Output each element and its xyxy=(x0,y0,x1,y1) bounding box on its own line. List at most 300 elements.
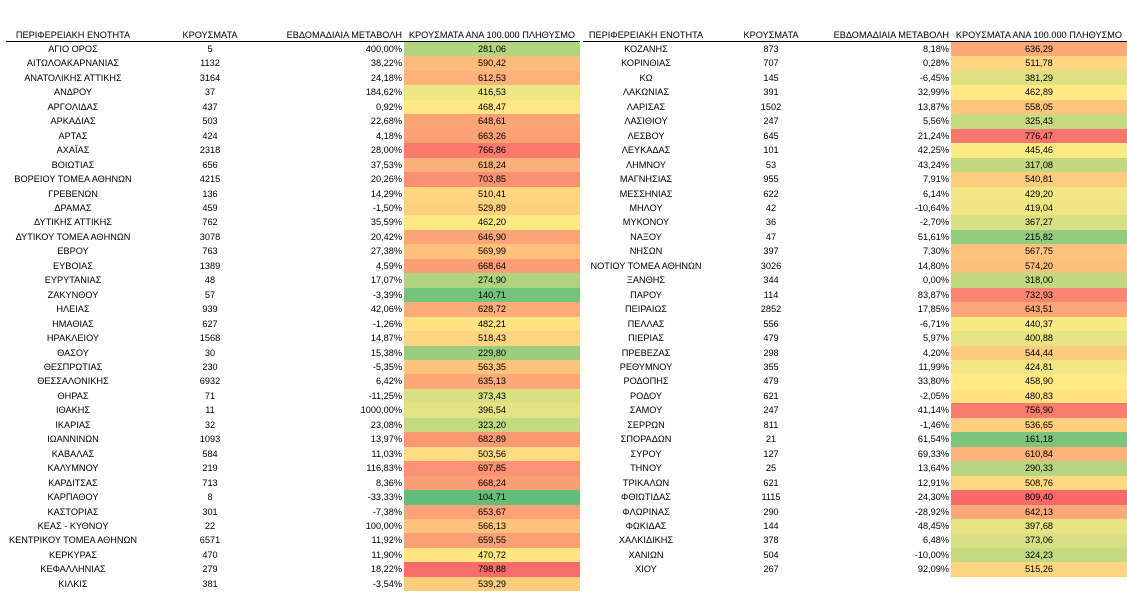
region-cell: ΝΑΞΟΥ xyxy=(630,231,662,242)
table-row xyxy=(6,100,580,114)
weekly-change-cell: 184,62% xyxy=(365,87,402,98)
region-cell: ΚΕΑΣ - ΚΥΘΝΟΥ xyxy=(37,520,109,531)
weekly-change-cell: -28,92% xyxy=(914,506,949,517)
region-cell: ΜΥΚΟΝΟΥ xyxy=(622,217,670,228)
weekly-change-cell: -3,54% xyxy=(372,578,402,589)
cases-cell: 247 xyxy=(763,405,779,416)
per-100k-cell: 539,29 xyxy=(404,577,580,591)
cases-cell: 424 xyxy=(202,130,218,141)
per-100k-cell: 574,20 xyxy=(951,259,1127,273)
cases-cell: 57 xyxy=(204,289,216,300)
weekly-change-cell: 20,42% xyxy=(370,231,402,242)
table-row xyxy=(583,418,1127,432)
weekly-change-cell: -5,35% xyxy=(372,361,402,372)
per-100k-cell: 668,64 xyxy=(404,259,580,273)
cases-cell: 2852 xyxy=(760,304,782,315)
table-row xyxy=(583,331,1127,345)
region-cell: ΚΑΣΤΟΡΙΑΣ xyxy=(47,506,99,517)
table-row xyxy=(6,418,580,432)
table-row xyxy=(583,187,1127,201)
table-row xyxy=(583,42,1127,57)
table-row xyxy=(583,56,1127,70)
table-row xyxy=(583,562,1127,576)
per-100k-cell: 318,00 xyxy=(951,273,1127,287)
cases-cell: 36 xyxy=(765,217,777,228)
table-row xyxy=(583,172,1127,186)
weekly-change-cell: 0,00% xyxy=(922,275,949,286)
weekly-change-cell: 11,03% xyxy=(371,448,402,459)
region-cell: ΙΚΑΡΙΑΣ xyxy=(55,419,91,430)
table-row xyxy=(6,201,580,215)
region-cell: ΠΡΕΒΕΖΑΣ xyxy=(621,347,671,358)
cases-cell: 470 xyxy=(202,549,218,560)
cases-cell: 763 xyxy=(202,246,218,257)
cases-cell: 11 xyxy=(205,405,215,416)
weekly-change-cell: 0,92% xyxy=(375,101,402,112)
region-cell: ΠΕΛΛΑΣ xyxy=(627,318,665,329)
header-row xyxy=(583,29,1127,42)
left-table xyxy=(6,29,580,591)
region-cell: ΣΑΜΟΥ xyxy=(629,405,663,416)
cases-cell: 1502 xyxy=(760,101,782,112)
weekly-change-cell: 4,18% xyxy=(375,130,402,141)
region-cell: ΘΕΣΠΡΩΤΙΑΣ xyxy=(43,361,103,372)
table-row xyxy=(583,389,1127,403)
weekly-change-cell: -10,64% xyxy=(914,202,949,213)
region-cell: ΚΕΝΤΡΙΚΟΥ ΤΟΜΕΑ ΑΘΗΝΩΝ xyxy=(8,535,138,546)
weekly-change-cell: 6,48% xyxy=(922,535,949,546)
weekly-change-cell: 1000,00% xyxy=(360,405,402,416)
table-row xyxy=(583,360,1127,374)
per-100k-cell: 566,13 xyxy=(404,519,580,533)
region-cell: ΛΑΡΙΣΑΣ xyxy=(626,101,666,112)
weekly-change-cell: 116,83% xyxy=(366,463,402,474)
region-cell: ΠΕΙΡΑΙΩΣ xyxy=(625,304,667,315)
per-100k-cell: 642,13 xyxy=(951,505,1127,519)
per-100k-cell: 646,90 xyxy=(404,230,580,244)
table-row xyxy=(6,172,580,186)
region-cell: ΦΘΙΩΤΙΔΑΣ xyxy=(620,492,671,503)
weekly-change-cell: 38,22% xyxy=(370,58,402,69)
region-cell: ΤΡΙΚΑΛΩΝ xyxy=(622,477,670,488)
cases-cell: 955 xyxy=(763,174,779,185)
table-row xyxy=(583,230,1127,244)
per-100k-cell: 429,20 xyxy=(951,187,1127,201)
per-100k-cell: 590,42 xyxy=(404,56,580,70)
per-100k-cell: 396,54 xyxy=(404,403,580,417)
weekly-change-cell: 5,97% xyxy=(922,333,949,344)
region-cell: ΞΑΝΘΗΣ xyxy=(626,275,666,286)
weekly-change-cell: 14,29% xyxy=(370,188,402,199)
cases-cell: 219 xyxy=(202,463,218,474)
per-100k-cell: 636,29 xyxy=(951,42,1127,57)
weekly-change-cell: 400,00% xyxy=(365,44,402,54)
per-100k-cell: 373,43 xyxy=(404,389,580,403)
per-100k-cell: 274,90 xyxy=(404,273,580,287)
weekly-change-cell: 14,80% xyxy=(917,260,949,271)
weekly-change-cell: 7,91% xyxy=(922,174,949,185)
region-cell: ΛΑΚΩΝΙΑΣ xyxy=(622,87,670,98)
region-cell: ΙΘΑΚΗΣ xyxy=(55,405,91,416)
cases-cell: 3026 xyxy=(760,260,782,271)
per-100k-cell: 653,67 xyxy=(404,505,580,519)
cases-cell: 621 xyxy=(763,477,779,488)
table-row xyxy=(583,158,1127,172)
per-100k-cell: 529,89 xyxy=(404,201,580,215)
table-row xyxy=(6,432,580,446)
table-row xyxy=(583,100,1127,114)
weekly-change-cell: 13,64% xyxy=(917,463,949,474)
cases-cell: 48 xyxy=(204,275,216,286)
per-100k-cell: 618,24 xyxy=(404,158,580,172)
table-row xyxy=(583,346,1127,360)
region-cell: ΧΙΟΥ xyxy=(635,564,657,575)
cases-cell: 25 xyxy=(765,463,777,474)
weekly-change-cell: 13,87% xyxy=(917,101,949,112)
weekly-change-cell: 0,28% xyxy=(922,58,949,69)
left-table-body xyxy=(6,42,580,592)
table-row xyxy=(583,317,1127,331)
cases-cell: 101 xyxy=(763,145,779,156)
cases-cell: 21 xyxy=(765,434,777,445)
header-per-100k: ΚΡΟΥΣΜΑΤΑ ΑΝΑ 100.000 ΠΛΗΘΥΣΜΟ xyxy=(404,29,580,42)
per-100k-cell: 648,61 xyxy=(404,114,580,128)
region-cell: ΚΟΡΙΝΘΙΑΣ xyxy=(621,58,671,69)
weekly-change-cell: 21,24% xyxy=(917,130,949,141)
cases-cell: 114 xyxy=(763,289,779,300)
per-100k-cell: 668,24 xyxy=(404,476,580,490)
region-cell: ΓΡΕΒΕΝΩΝ xyxy=(48,188,98,199)
table-row xyxy=(6,548,580,562)
weekly-change-cell: -2,70% xyxy=(919,217,949,228)
table-row xyxy=(6,273,580,287)
region-cell: ΙΩΑΝΝΙΝΩΝ xyxy=(47,434,99,445)
weekly-change-cell: 35,59% xyxy=(370,217,402,228)
header-weekly-change: ΕΒΔΟΜΑΔΙΑΙΑ ΜΕΤΑΒΟΛΗ xyxy=(833,30,949,40)
weekly-change-cell: 100,00% xyxy=(365,520,402,531)
region-cell: ΑΡΤΑΣ xyxy=(58,130,88,141)
weekly-change-cell: 20,26% xyxy=(370,174,402,185)
region-cell: ΑΓΙΟ ΟΡΟΣ xyxy=(48,44,98,54)
cases-cell: 584 xyxy=(202,448,218,459)
cases-cell: 279 xyxy=(202,564,218,575)
cases-cell: 504 xyxy=(763,549,779,560)
region-cell: ΦΛΩΡΙΝΑΣ xyxy=(622,506,670,517)
region-cell: ΘΗΡΑΣ xyxy=(57,390,89,401)
cases-cell: 290 xyxy=(763,506,779,517)
per-100k-cell: 569,99 xyxy=(404,244,580,258)
cases-cell: 230 xyxy=(202,361,218,372)
region-cell: ΑΡΓΟΛΙΔΑΣ xyxy=(47,101,99,112)
per-100k-cell: 544,44 xyxy=(951,346,1127,360)
region-cell: ΛΕΣΒΟΥ xyxy=(627,130,665,141)
header-row xyxy=(6,29,580,42)
region-cell: ΗΛΕΙΑΣ xyxy=(56,304,90,315)
per-100k-cell: 317,08 xyxy=(951,158,1127,172)
region-cell: ΕΒΡΟΥ xyxy=(57,246,89,257)
table-row xyxy=(6,143,580,157)
weekly-change-cell: 24,18% xyxy=(370,72,402,83)
cases-cell: 622 xyxy=(763,188,779,199)
weekly-change-cell: -6,71% xyxy=(919,318,949,329)
per-100k-cell: 703,85 xyxy=(404,172,580,186)
cases-cell: 397 xyxy=(763,246,779,257)
per-100k-cell: 445,46 xyxy=(951,143,1127,157)
cases-cell: 5 xyxy=(207,44,213,54)
cases-cell: 2318 xyxy=(199,145,221,156)
table-row xyxy=(6,360,580,374)
table-row xyxy=(583,201,1127,215)
weekly-change-cell: 17,07% xyxy=(370,275,402,286)
per-100k-cell: 324,23 xyxy=(951,548,1127,562)
per-100k-cell: 510,41 xyxy=(404,187,580,201)
per-100k-cell: 424,81 xyxy=(951,360,1127,374)
region-cell: ΗΡΑΚΛΕΙΟΥ xyxy=(46,333,100,344)
cases-cell: 1132 xyxy=(200,58,220,69)
per-100k-cell: 732,93 xyxy=(951,288,1127,302)
cases-cell: 391 xyxy=(763,87,779,98)
cases-cell: 47 xyxy=(765,231,777,242)
region-cell: ΜΑΓΝΗΣΙΑΣ xyxy=(619,174,673,185)
per-100k-cell: 462,20 xyxy=(404,215,580,229)
header-weekly-change: ΕΒΔΟΜΑΔΙΑΙΑ ΜΕΤΑΒΟΛΗ xyxy=(280,29,404,42)
weekly-change-cell: 11,92% xyxy=(371,535,402,546)
cases-cell: 1389 xyxy=(199,260,221,271)
cases-cell: 503 xyxy=(202,116,218,127)
per-100k-cell: 635,13 xyxy=(404,374,580,388)
table-row xyxy=(6,259,580,273)
cases-cell: 873 xyxy=(763,44,779,54)
weekly-change-cell: 11,90% xyxy=(371,549,402,560)
weekly-change-cell: 37,53% xyxy=(370,159,402,170)
region-cell: ΘΑΣΟΥ xyxy=(57,347,89,358)
region-cell: ΠΑΡΟΥ xyxy=(630,289,662,300)
weekly-change-cell: -10,00% xyxy=(914,549,949,560)
table-row xyxy=(583,374,1127,388)
region-cell: ΚΩ xyxy=(639,72,653,83)
cases-cell: 707 xyxy=(763,58,779,69)
table-row xyxy=(583,403,1127,417)
region-cell: ΛΗΜΝΟΥ xyxy=(625,159,667,170)
cases-cell: 145 xyxy=(763,72,779,83)
region-cell: ΕΥΒΟΙΑΣ xyxy=(53,260,93,271)
cases-cell: 301 xyxy=(202,506,218,517)
weekly-change-cell: -1,26% xyxy=(372,318,402,329)
table-row xyxy=(6,129,580,143)
table-row xyxy=(6,317,580,331)
region-cell: ΣΥΡΟΥ xyxy=(630,448,662,459)
weekly-change-cell: -33,33% xyxy=(367,492,402,503)
weekly-change-cell: 41,14% xyxy=(917,405,949,416)
cases-cell: 556 xyxy=(763,318,779,329)
per-100k-cell: 511,78 xyxy=(951,56,1127,70)
table-row xyxy=(6,42,580,57)
table-row xyxy=(6,519,580,533)
per-100k-cell: 776,47 xyxy=(951,129,1127,143)
cases-cell: 267 xyxy=(763,564,779,575)
per-100k-cell: 563,35 xyxy=(404,360,580,374)
cases-cell: 713 xyxy=(202,477,218,488)
header-region: ΠΕΡΙΦΕΡΕΙΑΚΗ ΕΝΟΤΗΤΑ xyxy=(583,29,709,42)
cases-cell: 247 xyxy=(763,116,779,127)
region-cell: ΘΕΣΣΑΛΟΝΙΚΗΣ xyxy=(37,376,109,387)
region-cell: ΤΗΝΟΥ xyxy=(630,463,662,474)
cases-cell: 479 xyxy=(763,376,779,387)
cases-cell: 656 xyxy=(202,159,218,170)
cases-cell: 30 xyxy=(204,347,216,358)
region-cell: ΔΥΤΙΚΗΣ ΑΤΤΙΚΗΣ xyxy=(34,217,112,228)
right-table-body xyxy=(583,42,1127,577)
cases-cell: 378 xyxy=(763,535,779,546)
per-100k-cell: 756,90 xyxy=(951,403,1127,417)
region-cell: ΑΡΚΑΔΙΑΣ xyxy=(50,116,96,127)
region-cell: ΒΟΙΩΤΙΑΣ xyxy=(51,159,95,170)
per-100k-cell: 518,43 xyxy=(404,331,580,345)
weekly-change-cell: -1,46% xyxy=(919,419,949,430)
cases-cell: 621 xyxy=(763,390,779,401)
table-row xyxy=(6,244,580,258)
weekly-change-cell: -3,39% xyxy=(372,289,402,300)
weekly-change-cell: 33,80% xyxy=(917,376,949,387)
region-cell: ΔΥΤΙΚΟΥ ΤΟΜΕΑ ΑΘΗΝΩΝ xyxy=(15,231,131,242)
table-row xyxy=(583,114,1127,128)
cases-cell: 298 xyxy=(763,347,779,358)
table-row xyxy=(583,447,1127,461)
region-cell: ΚΕΦΑΛΛΗΝΙΑΣ xyxy=(40,564,106,575)
cases-cell: 459 xyxy=(202,202,218,213)
weekly-change-cell: 6,42% xyxy=(375,376,402,387)
region-cell: ΡΟΔΟΥ xyxy=(629,390,662,401)
per-100k-cell: 400,88 xyxy=(951,331,1127,345)
table-row xyxy=(583,490,1127,504)
cases-cell: 381 xyxy=(202,578,218,589)
table-row xyxy=(6,158,580,172)
per-100k-cell: 281,06 xyxy=(404,42,580,57)
table-row xyxy=(583,476,1127,490)
per-100k-cell: 215,82 xyxy=(951,230,1127,244)
per-100k-cell: 558,05 xyxy=(951,100,1127,114)
table-row xyxy=(583,519,1127,533)
weekly-change-cell: 12,91% xyxy=(917,477,949,488)
table-row xyxy=(583,71,1127,85)
region-cell: ΡΟΔΟΠΗΣ xyxy=(623,376,669,387)
table-row xyxy=(583,505,1127,519)
cases-cell: 3164 xyxy=(199,72,221,83)
table-row xyxy=(583,244,1127,258)
right-table xyxy=(583,29,1127,577)
weekly-change-cell: 32,99% xyxy=(917,87,949,98)
per-100k-cell: 659,55 xyxy=(404,533,580,547)
table-row xyxy=(583,85,1127,99)
table-row xyxy=(6,215,580,229)
weekly-change-cell: 27,38% xyxy=(370,246,402,257)
region-cell: ΚΑΒΑΛΑΣ xyxy=(51,448,95,459)
region-cell: ΗΜΑΘΙΑΣ xyxy=(52,318,94,329)
cases-cell: 1568 xyxy=(199,333,221,344)
weekly-change-cell: -6,45% xyxy=(919,72,949,83)
weekly-change-cell: 51,61% xyxy=(917,231,949,242)
weekly-change-cell: -2,05% xyxy=(919,390,949,401)
per-100k-cell: 229,80 xyxy=(404,346,580,360)
weekly-change-cell: 43,24% xyxy=(917,159,949,170)
table-row xyxy=(6,533,580,547)
per-100k-cell: 540,81 xyxy=(951,172,1127,186)
per-100k-cell: 515,26 xyxy=(951,562,1127,576)
table-row xyxy=(583,548,1127,562)
weekly-change-cell: 23,08% xyxy=(370,419,402,430)
table-row xyxy=(583,273,1127,287)
table-row xyxy=(6,476,580,490)
per-100k-cell: 482,21 xyxy=(404,317,580,331)
table-row xyxy=(583,302,1127,316)
region-cell: ΚΑΡΔΙΤΣΑΣ xyxy=(48,477,98,488)
weekly-change-cell: 83,87% xyxy=(917,289,949,300)
region-cell: ΑΧΑΪΑΣ xyxy=(56,145,90,156)
table-row xyxy=(583,129,1127,143)
cases-cell: 1115 xyxy=(761,492,781,503)
region-cell: ΧΑΝΙΩΝ xyxy=(628,549,664,560)
per-100k-cell: 140,71 xyxy=(404,288,580,302)
table-row xyxy=(583,143,1127,157)
header-per-100k: ΚΡΟΥΣΜΑΤΑ ΑΝΑ 100.000 ΠΛΗΘΥΣΜΟ xyxy=(951,29,1127,42)
region-cell: ΧΑΛΚΙΔΙΚΗΣ xyxy=(618,535,674,546)
region-cell: ΡΕΘΥΜΝΟΥ xyxy=(619,361,673,372)
per-100k-cell: 367,27 xyxy=(951,215,1127,229)
cases-cell: 355 xyxy=(763,361,779,372)
region-cell: ΚΑΛΥΜΝΟΥ xyxy=(47,463,99,474)
weekly-change-cell: 13,97% xyxy=(370,434,402,445)
per-100k-cell: 458,90 xyxy=(951,374,1127,388)
cases-cell: 811 xyxy=(763,419,779,430)
table-row xyxy=(6,302,580,316)
table-row xyxy=(583,288,1127,302)
weekly-change-cell: 22,68% xyxy=(370,116,402,127)
per-100k-cell: 323,20 xyxy=(404,418,580,432)
region-cell: ΜΗΛΟΥ xyxy=(629,202,663,213)
table-row xyxy=(6,374,580,388)
per-100k-cell: 682,89 xyxy=(404,432,580,446)
weekly-change-cell: 15,38% xyxy=(370,347,402,358)
table-row xyxy=(6,187,580,201)
region-cell: ΣΠΟΡΑΔΩΝ xyxy=(620,434,672,445)
region-cell: ΚΟΖΑΝΗΣ xyxy=(624,44,668,54)
cases-cell: 479 xyxy=(763,333,779,344)
per-100k-cell: 766,86 xyxy=(404,143,580,157)
table-row xyxy=(6,56,580,70)
table-row xyxy=(6,403,580,417)
cases-cell: 437 xyxy=(202,101,218,112)
region-cell: ΚΙΛΚΙΣ xyxy=(58,578,88,589)
cases-cell: 344 xyxy=(763,275,779,286)
table-row xyxy=(583,259,1127,273)
table-row xyxy=(6,505,580,519)
table-row xyxy=(6,447,580,461)
region-cell: ΒΟΡΕΙΟΥ ΤΟΜΕΑ ΑΘΗΝΩΝ xyxy=(14,174,132,185)
header-cases: ΚΡΟΥΣΜΑΤΑ xyxy=(140,29,280,42)
cases-cell: 37 xyxy=(204,87,216,98)
table-row xyxy=(6,562,580,576)
region-cell: ΝΟΤΙΟΥ ΤΟΜΕΑ ΑΘΗΝΩΝ xyxy=(590,260,702,271)
region-cell: ΚΑΡΠΑΘΟΥ xyxy=(47,492,99,503)
weekly-change-cell: 42,06% xyxy=(370,304,402,315)
region-cell: ΔΡΑΜΑΣ xyxy=(54,202,92,213)
per-100k-cell: 643,51 xyxy=(951,302,1127,316)
cases-cell: 6571 xyxy=(199,535,221,546)
cases-cell: 53 xyxy=(765,159,777,170)
region-cell: ΑΙΤΩΛΟΑΚΑΡΝΑΝΙΑΣ xyxy=(26,58,120,69)
weekly-change-cell: 6,14% xyxy=(922,188,949,199)
table-row xyxy=(6,85,580,99)
